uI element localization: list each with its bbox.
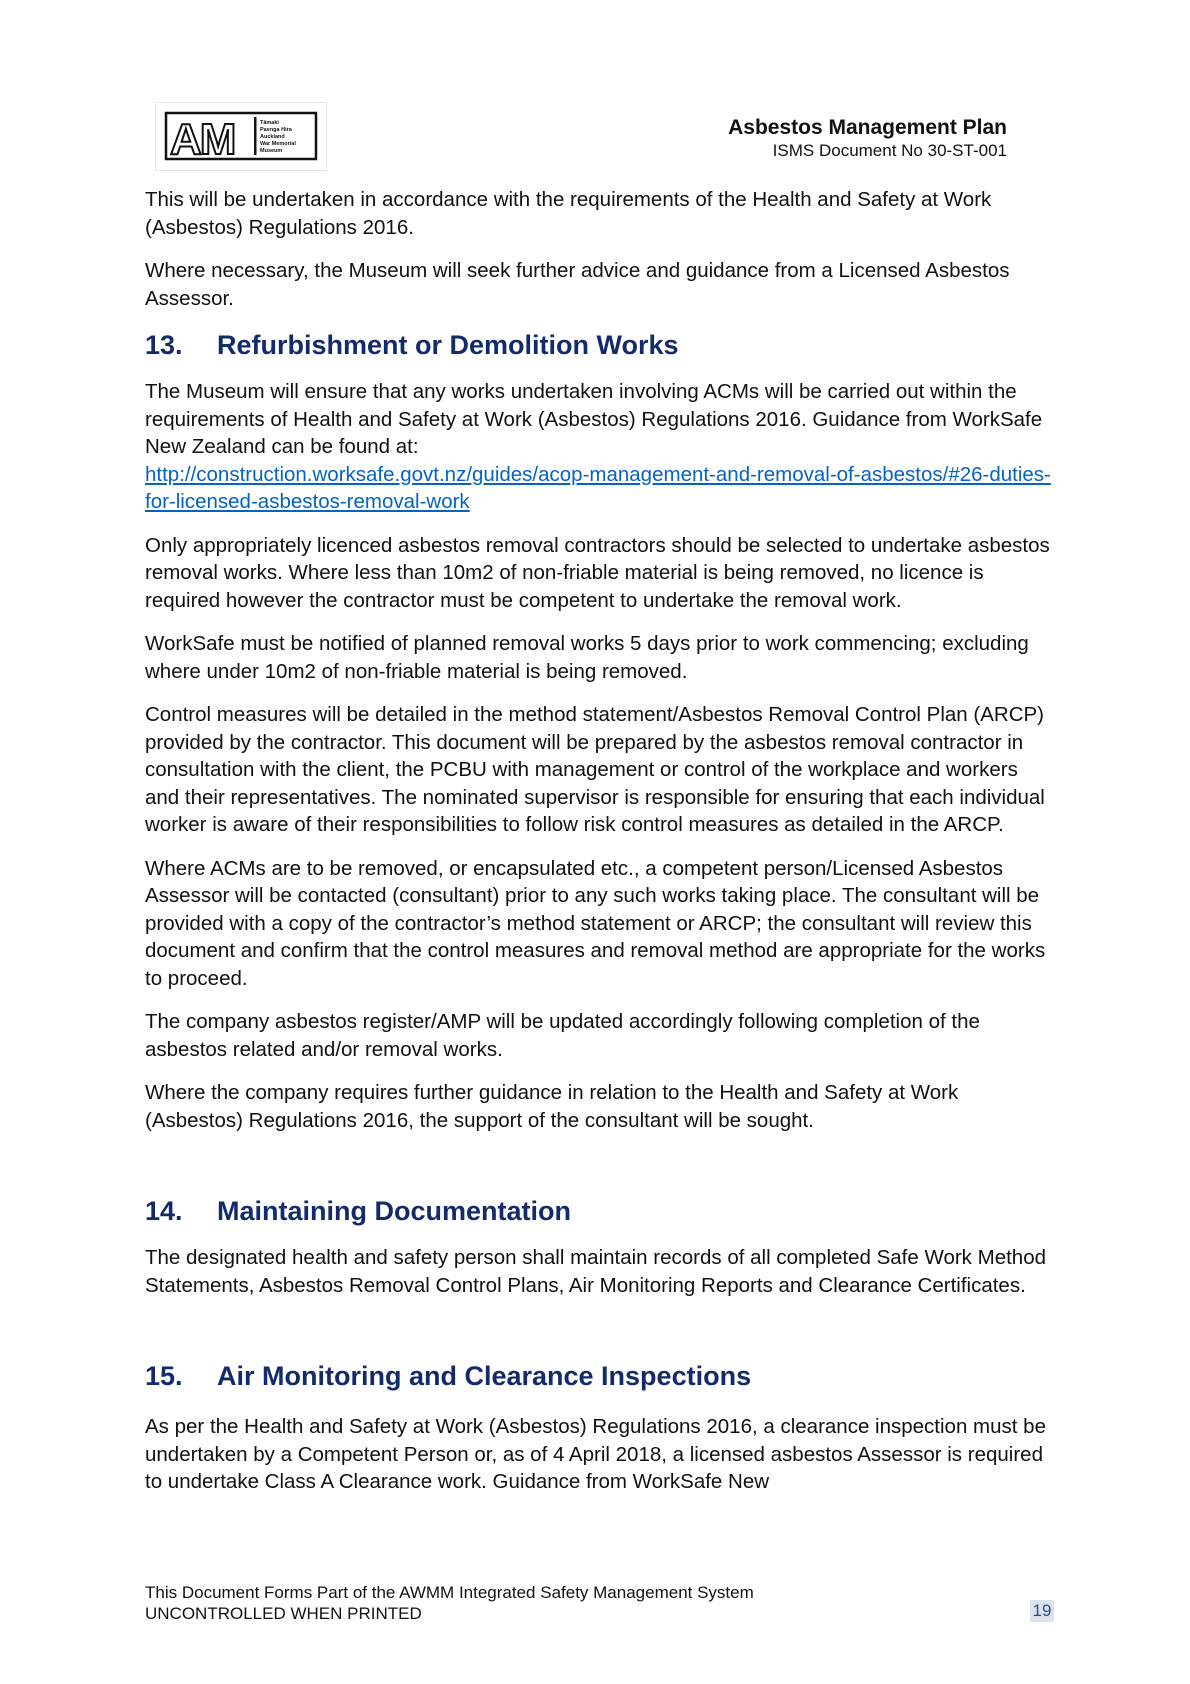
section-14-heading [145, 1194, 1055, 1228]
section-13-paragraph-4: Control measures will be detailed in the method statement/Asbestos Removal Control Plan (ARCP) provided by the contractor. This document will be prepared by the asbestos removal contractor in consultation with the client, the PCBU with management or control of the workplace and workers and their representatives. The nominated supervisor is responsible for ensuring that each individual worker is aware of their responsibilities to follow risk control measures as detailed in the ARCP. [145, 703, 1045, 836]
am-logo-icon [156, 103, 326, 170]
section-13-paragraph-5: Where ACMs are to be removed, or encapsulated etc., a competent person/Licensed Asbestos Assessor will be contacted (consultant) prior to any such works taking place. The consultant will be provided with a copy of the contractor’s method statement or ARCP; the consultant will review this document and confirm that the control measures and removal method are appropriate for the works to proceed. [145, 856, 1046, 990]
section-14-number: 14. [145, 1196, 183, 1226]
section-15-heading [145, 1359, 1055, 1393]
section-15-paragraph-1: As per the Health and Safety at Work (Asbestos) Regulations 2016, a clearance inspection must be undertaken by a Competent Person or, as of 4 April 2018, a licensed asbestos Assessor is required to undertake Class A Clearance work. Guidance from WorkSafe New [145, 1415, 1046, 1493]
section-spacer [145, 1150, 1055, 1194]
logo-line-5: Museum [260, 148, 283, 154]
section-13-title: Refurbishment or Demolition Works [217, 330, 679, 360]
logo-line-2: Paenga Hira [260, 127, 292, 133]
section-13-intro-text: The Museum will ensure that any works undertaken involving ACMs will be carried out within the requirements of Health and Safety at Work (Asbestos) Regulations 2016. Guidance from WorkSafe New Zealand can be found at: [145, 380, 1043, 458]
footer-line-2: UNCONTROLLED WHEN PRINTED [145, 1604, 422, 1623]
document-title: Asbestos Management Plan [728, 116, 1007, 139]
svg-text:Tāmaki Paenga Hira [260, 120, 297, 154]
section-13-paragraph-2: Only appropriately licenced asbestos removal contractors should be selected to undertake asbestos removal works. Where less than 10m2 of non-friable material is being removed, no licence is required however the contractor must be competent to undertake the removal work. [145, 533, 1050, 612]
logo-line-4: War Memorial [260, 141, 296, 147]
worksafe-guidance-link[interactable]: http://construction.worksafe.govt.nz/guides/acop-management-and-removal-of-asbestos/#26-duties-for-licensed-asbestos-removal-work [145, 462, 1051, 513]
footer-line-1: This Document Forms Part of the AWMM Integrated Safety Management System [145, 1583, 754, 1602]
museum-logo [155, 102, 327, 171]
section-13-paragraph [145, 378, 1055, 516]
document-body [145, 186, 1055, 1512]
logo-line-1: Tāmaki [260, 120, 279, 126]
section-15-number: 15. [145, 1361, 183, 1391]
intro-paragraph-2: Where necessary, the Museum will seek further advice and guidance from a Licensed Asbestos Assessor. [145, 259, 1010, 310]
logo-line-3: Auckland [260, 134, 285, 140]
document-number: ISMS Document No 30-ST-001 [772, 141, 1007, 160]
section-14-title: Maintaining Documentation [217, 1196, 571, 1226]
section-spacer [145, 1315, 1055, 1359]
section-13-heading [145, 328, 1055, 362]
section-14-paragraph-1: The designated health and safety person shall maintain records of all completed Safe Work Method Statements, Asbestos Removal Control Plans, Air Monitoring Reports and Clearance Certificates. [145, 1246, 1046, 1297]
intro-paragraph-1: This will be undertaken in accordance with the requirements of the Health and Safety at Work (Asbestos) Regulations 2016. [145, 188, 992, 239]
section-15-title: Air Monitoring and Clearance Inspections [217, 1361, 752, 1391]
page-footer [145, 1582, 754, 1624]
section-13-paragraph-3: WorkSafe must be notified of planned removal works 5 days prior to work commencing; excluding where under 10m2 of non-friable material is being removed. [145, 632, 1029, 683]
page-number: 19 [1030, 1600, 1054, 1622]
section-13-paragraph-6: The company asbestos register/AMP will be updated accordingly following completion of the asbestos related and/or removal works. [145, 1010, 980, 1061]
section-13-number: 13. [145, 330, 183, 360]
logo-letters: AM [170, 115, 235, 164]
section-13-paragraph-7: Where the company requires further guidance in relation to the Health and Safety at Work (Asbestos) Regulations 2016, the support of the consultant will be sought. [145, 1081, 959, 1132]
